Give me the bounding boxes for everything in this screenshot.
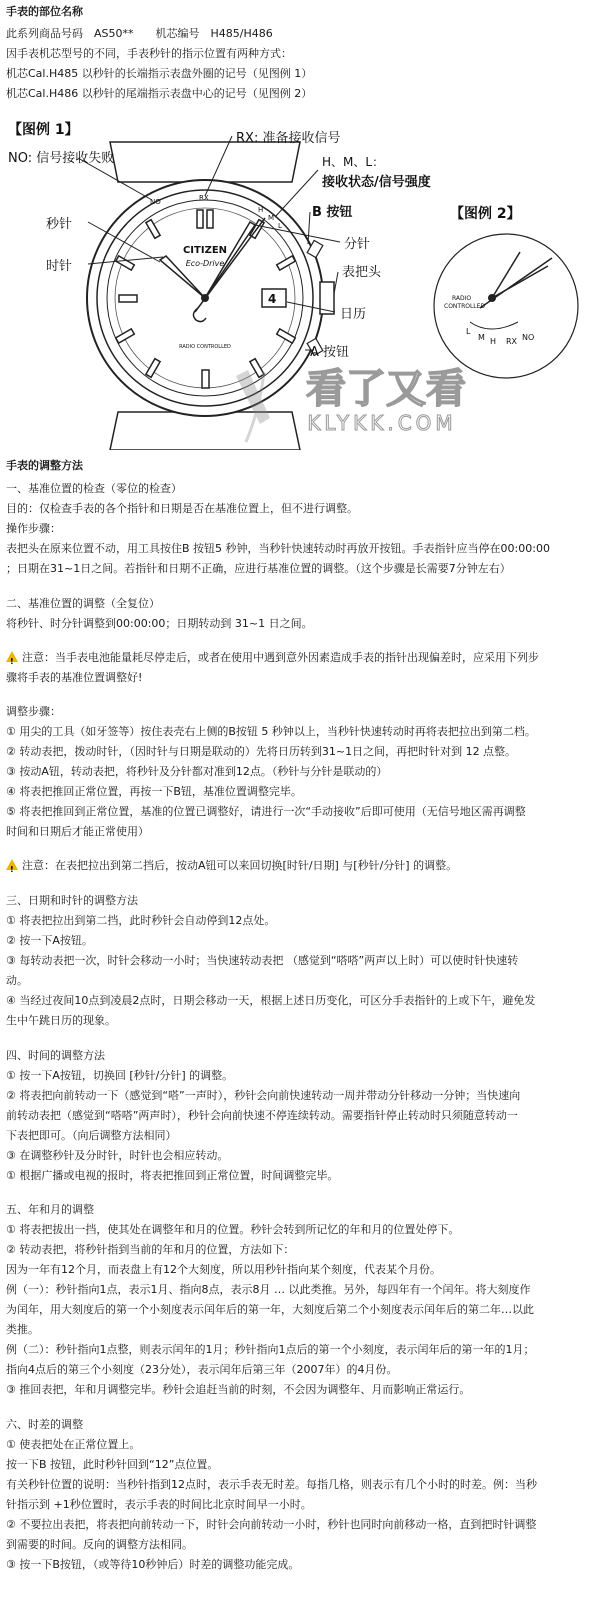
dial-rx: RX	[199, 194, 209, 202]
sec6-p2a: 有关秒针位置的说明：当秒针指到12点时，表示手表无时差。每指几格，则表示有几个小时的时差。例：当秒	[6, 1478, 537, 1491]
watch-diagram	[0, 112, 603, 450]
sec6-p1: 按一下B 按钮，此时秒针回到“12”点位置。	[6, 1458, 219, 1471]
label-hour-hand: 时针	[46, 259, 73, 274]
fig2-m: M	[478, 333, 485, 342]
sec4-title: 四、时间的调整方法	[6, 1049, 105, 1062]
adjust-methods-title: 手表的调整方法	[6, 459, 83, 472]
fig2-rx: RX	[506, 337, 518, 346]
sec2-warn2: !注意：在表把拉出到第二挡后，按动A钮可以来回切换[时针/日期] 与[秒针/分针] 的调整。	[6, 856, 598, 876]
sec2-steps-title: 调整步骤：	[6, 705, 61, 718]
sec2-title: 二、基准位置的调整（全复位）	[6, 597, 160, 610]
sec4-s2c: 下表把即可。（向后调整方法相同）	[6, 1129, 177, 1142]
sec5-p1: 因为一年有12个月，而表盘上有12个大刻度，所以用秒针指向某个刻度，代表某个月份。	[6, 1263, 441, 1276]
sec1-title: 一、基准位置的检查（零位的检查）	[6, 482, 182, 495]
sec5-s2: ② 转动表把，将秒针指到当前的年和月的位置，方法如下：	[6, 1243, 295, 1256]
watermark-text: 看了又看	[306, 366, 466, 412]
sec3-s4a: ④ 当经过夜间10点到凌晨2点时，日期会移动一天，根据上述日历变化，可区分手表指针的上或下午，避免发	[6, 994, 536, 1007]
fig2-l: L	[466, 327, 471, 336]
sec3-title: 三、日期和时针的调整方法	[6, 894, 138, 907]
header-line3: 机芯Cal.H485 以秒针的长端指示表盘外圈的记号（见图例 1）	[6, 67, 313, 80]
fig2-h: H	[490, 337, 497, 346]
sec4-s3: ③ 在调整秒针及分时针，时针也会相应转动。	[6, 1149, 229, 1162]
fig2-no: NO	[522, 333, 535, 342]
sec2-s1: ① 用尖的工具（如牙签等）按住表壳右上侧的B按钮 5 秒钟以上，当秒针快速转动时再将表把拉出到第二档。	[6, 725, 536, 738]
label-b-button: B 按钮	[312, 205, 353, 220]
label-calendar: 日历	[340, 307, 367, 322]
sec5-e1a: 例（一）：秒针指向1点，表示1月、指向8点，表示8月 … 以此类推。另外，每四年有一个闰年。将大刻度作	[6, 1283, 531, 1296]
header-line4: 机芯Cal.H486 以秒针的尾端指示表盘中心的记号（见图例 2）	[6, 87, 313, 100]
watermark-url: KLYKK.COM	[307, 411, 457, 435]
sec3-s2: ② 按一下A按钮。	[6, 934, 93, 947]
sec2-s5b: 时间和日期后才能正常使用）	[6, 825, 149, 838]
sec3-s3b: 动。	[6, 974, 28, 987]
dial-brand: CITIZEN	[182, 245, 228, 256]
warning-icon	[6, 859, 18, 870]
sec4-s2a: ② 将表把向前转动一下（感觉到“嗒”一声时），秒针会向前快速转动一周并带动分针移动一分钟；当快速向	[6, 1089, 521, 1102]
sec1-p2: 操作步骤：	[6, 522, 61, 535]
dial-no: NO	[150, 198, 161, 206]
sec2-p1: 将秒针、时分针调整到00:00:00；日期转动到 31~1 日之间。	[6, 617, 313, 630]
label-crown: 表把头	[342, 265, 382, 280]
sec6-s2a: ② 不要拉出表把，将表把向前转动一下，时针会向前转动一小时，秒针也同时向前移动一格，直到把时针调整	[6, 1518, 537, 1531]
legend-2: 【图例 2】	[450, 206, 521, 222]
sec1-p3a: 表把头在原来位置不动，用工具按住B 按钮5 秒钟，当秒针快速转动时再放开按钮。手表指针应当停在00:00:00	[6, 542, 550, 555]
header-line2: 因手表机芯型号的不同，手表秒针的指示位置有两种方式：	[6, 47, 292, 60]
sec6-s1: ① 使表把处在正常位置上。	[6, 1438, 141, 1451]
sec6-s3: ③ 按一下B按钮，（或等待10秒钟后）时差的调整功能完成。	[6, 1558, 300, 1571]
svg-text:4: 4	[268, 292, 277, 306]
dial-m: M	[268, 214, 275, 222]
label-second-hand: 秒针	[46, 217, 73, 232]
sec1-p3b: ；日期在31~1日之间。若指针和日期不正确，应进行基准位置的调整。（这个步骤是长需要7分钟左右）	[6, 562, 511, 575]
sec3-s4b: 生中午跳日历的现象。	[6, 1014, 116, 1027]
sec2-s4: ④ 将表把推回正常位置，再按一下B钮，基准位置调整完毕。	[6, 785, 302, 798]
sec5-s1: ① 将表把拔出一挡，使其处在调整年和月的位置。秒针会转到所记忆的年和月的位置处停下。	[6, 1223, 460, 1236]
sec4-s2b: 前转动表把（感觉到“嗒嗒”两声时），秒针会向前快速不停连续转动。需要指针停止转动时只须随意转动一	[6, 1109, 518, 1122]
dial-sub-brand: Eco-Drive	[185, 259, 225, 268]
sec5-e1c: 类推。	[6, 1323, 39, 1336]
sec4-s4: ① 根据广播或电视的报时，将表把推回到正常位置，时间调整完毕。	[6, 1169, 339, 1182]
sec5-e2b: 指向4点后的第三个小刻度（23分处），表示闰年后第三年（2007年）的4月份。	[6, 1363, 398, 1376]
sec6-p2b: 针指示到 +1秒位置时，表示手表的时间比北京时间早一小时。	[6, 1498, 312, 1511]
label-hml: H、M、L：	[322, 155, 385, 169]
label-no: NO: 信号接收失败	[8, 151, 115, 166]
sec1-p1: 目的：仅检查手表的各个指针和日期是否在基准位置上，但不进行调整。	[6, 502, 358, 515]
sec5-title: 五、年和月的调整	[6, 1203, 94, 1216]
sec6-title: 六、时差的调整	[6, 1418, 83, 1431]
sec5-e2a: 例（二）：秒针指向1点整，则表示闰年的1月；秒针指向1点后的第一个小刻度，表示闰年后的第一年的1月；	[6, 1343, 535, 1356]
sec3-s3a: ③ 每转动表把一次，时针会移动一小时；当快速转动表把 （感觉到“嗒嗒”两声以上时）可以使时针快速转	[6, 954, 519, 967]
fig2-text2: CONTROLLED	[444, 303, 486, 310]
dial-radio-text: RADIO CONTROLLED	[179, 344, 231, 350]
label-minute-hand: 分针	[344, 237, 371, 252]
sec5-s3: ③ 推回表把，年和月调整完毕。秒针会追赶当前的时刻，不会因为调整年、月而影响正常运行。	[6, 1383, 471, 1396]
header-title: 手表的部位名称	[6, 5, 83, 18]
label-hml-desc: 接收状态/信号强度	[322, 175, 431, 190]
sec3-s1: ① 将表把拉出到第二挡，此时秒针会自动停到12点处。	[6, 914, 276, 927]
sec2-warn1b: 骤将手表的基准位置调整好!	[6, 671, 143, 684]
label-rx: RX: 准备接收信号	[236, 131, 341, 146]
sec2-s3: ③ 按动A钮，转动表把，将秒针及分针都对准到12点。（秒针与分针是联动的）	[6, 765, 388, 778]
warning-icon	[6, 651, 18, 662]
sec5-e1b: 为闰年，用大刻度后的第一个小刻度表示闰年后的第一年，大刻度后第二个小刻度表示闰年后的第二年…以此	[6, 1303, 534, 1316]
sec2-s5a: ⑤ 将表把推回到正常位置，基准的位置已调整好，请进行一次“手动接收”后即可使用（无信号地区需再调整	[6, 805, 526, 818]
label-a-button: A 按钮	[310, 345, 350, 360]
dial-l: L	[278, 222, 282, 230]
sec2-warn1a: !注意：当手表电池能量耗尽停走后，或者在使用中遇到意外因素造成手表的指针出现偏差时，应采用下列步	[6, 648, 598, 668]
dial-h: H	[258, 206, 264, 214]
legend-1: 【图例 1】	[8, 122, 79, 138]
sec4-s1: ① 按一下A按钮，切换回 [秒针/分针] 的调整。	[6, 1069, 234, 1082]
sec6-s2b: 到需要的时间。反向的调整方法相同。	[6, 1538, 193, 1551]
header-line1: 此系列商品号码 AS50** 机芯编号 H485/H486	[6, 27, 273, 40]
sec2-s2: ② 转动表把，拨动时针，（因时针与日期是联动的）先将日历转到31~1日之间，再把时针对到 12 点整。	[6, 745, 517, 758]
fig2-text1: RADIO	[452, 295, 472, 302]
